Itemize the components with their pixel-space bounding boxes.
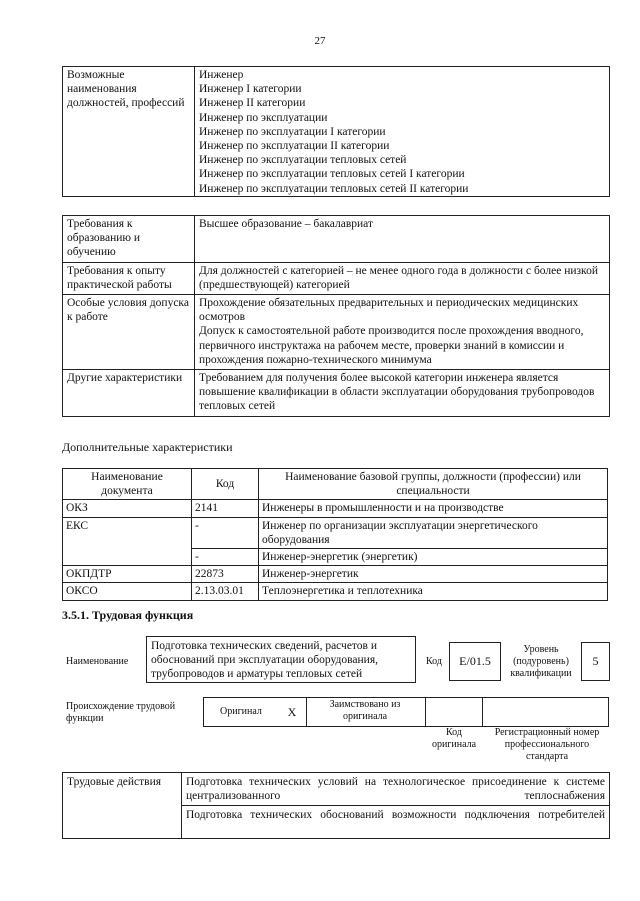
table-row: [63, 517, 608, 548]
conditions-value-1: Прохождение обязательных предварительных и периодических медицинских осмотров: [199, 297, 579, 324]
code-label: Код: [426, 656, 442, 667]
reg-number-label: Регистрационный номер профессионального стандарта: [494, 727, 600, 762]
cell-code: 2141: [192, 500, 259, 517]
cell-doc: ОКСО: [63, 583, 192, 600]
name-label: Наименование: [66, 656, 129, 667]
positions-label: Возможные наименования должностей, профессий: [63, 67, 195, 197]
cell-name: Инженер-энергетик: [259, 566, 608, 583]
position-item: Инженер по эксплуатации II категории: [199, 140, 390, 153]
position-item: Инженер I категории: [199, 83, 302, 96]
other-value: Требованием для получения более высокой категории инженера является повышение квалификации в области эксплуатации оборудования трубопроводов тепловых сетей: [195, 370, 610, 417]
code-original-label: Код оригинала: [431, 727, 477, 750]
position-item: Инженер по эксплуатации тепловых сетей: [199, 154, 407, 167]
section-title: 3.5.1. Трудовая функция: [62, 608, 194, 622]
position-item: Инженер по эксплуатации: [199, 111, 328, 124]
experience-label: Требования к опыту практической работы: [63, 262, 195, 294]
header-doc: Наименование документа: [63, 469, 192, 500]
experience-value: Для должностей с категорией – не менее одного года в должности с более низкой (предшествующей) категорией: [195, 262, 610, 294]
position-item: Инженер по эксплуатации тепловых сетей I категории: [199, 168, 465, 181]
cell-doc: ОКПДТР: [63, 566, 192, 583]
cell-code: -: [192, 517, 259, 548]
cell-code: -: [192, 549, 259, 566]
table-row: [63, 583, 608, 600]
cell-name: Теплоэнергетика и теплотехника: [259, 583, 608, 600]
additional-table: [62, 468, 608, 601]
position-item: Инженер по эксплуатации I категории: [199, 125, 386, 138]
labor-action-item: Подготовка технических обоснований возможности подключения потребителей: [182, 806, 610, 839]
table-row: [63, 500, 608, 517]
header-code: Код: [192, 469, 259, 500]
function-name-box: Подготовка технических сведений, расчетов и обоснований при эксплуатации оборудования, трубопроводов и арматуры тепловых сетей: [146, 636, 416, 683]
positions-table: [62, 66, 610, 197]
table-row: [63, 566, 608, 583]
cell-code: 2.13.03.01: [192, 583, 259, 600]
divider: [425, 697, 426, 727]
divider: [482, 697, 483, 727]
labor-action-item: Подготовка технических условий на технологическое присоединение к системе централизованного теплоснабжения: [182, 773, 610, 806]
conditions-label: Особые условия допуска к работе: [63, 295, 195, 370]
level-value-box: 5: [581, 642, 610, 681]
cell-name: Инженер по организации эксплуатации энергетического оборудования: [259, 517, 608, 548]
requirements-table: [62, 215, 610, 417]
original-mark: X: [287, 705, 297, 719]
additional-title: Дополнительные характеристики: [62, 440, 233, 454]
position-item: Инженер по эксплуатации тепловых сетей II категории: [199, 182, 469, 195]
education-label: Требования к образованию и обучению: [63, 216, 195, 263]
level-label: Уровень (подуровень) квалификации: [510, 644, 572, 679]
divider: [306, 697, 307, 727]
labor-actions-table: [62, 772, 610, 839]
cell-doc: ОКЗ: [63, 500, 192, 517]
positions-list: [195, 67, 610, 197]
position-item: Инженер II категории: [199, 97, 306, 110]
conditions-value-2: Допуск к самостоятельной работе производится после прохождения вводного, первичного инструктажа на рабочем месте, проверки знаний в комиссии и прохождения пожарно-технического минимума: [199, 325, 584, 366]
cell-doc: ЕКС: [63, 517, 192, 566]
origin-label: Происхождение трудовой функции: [66, 701, 176, 724]
other-label: Другие характеристики: [63, 370, 195, 417]
cell-name: Инженеры в промышленности и на производстве: [259, 500, 608, 517]
cell-code: 22873: [192, 566, 259, 583]
conditions-value: [195, 295, 610, 370]
education-value: Высшее образование – бакалавриат: [195, 216, 610, 263]
page-number: 27: [314, 35, 326, 47]
labor-actions-label: Трудовые действия: [63, 773, 182, 839]
original-label: Оригинал: [220, 706, 262, 717]
position-item: Инженер: [199, 69, 244, 81]
borrowed-label: Заимствовано из оригинала: [329, 699, 401, 722]
header-name: Наименование базовой группы, должности (профессии) или специальности: [259, 469, 608, 500]
function-code-box: E/01.5: [449, 642, 501, 681]
cell-name: Инженер-энергетик (энергетик): [259, 549, 608, 566]
